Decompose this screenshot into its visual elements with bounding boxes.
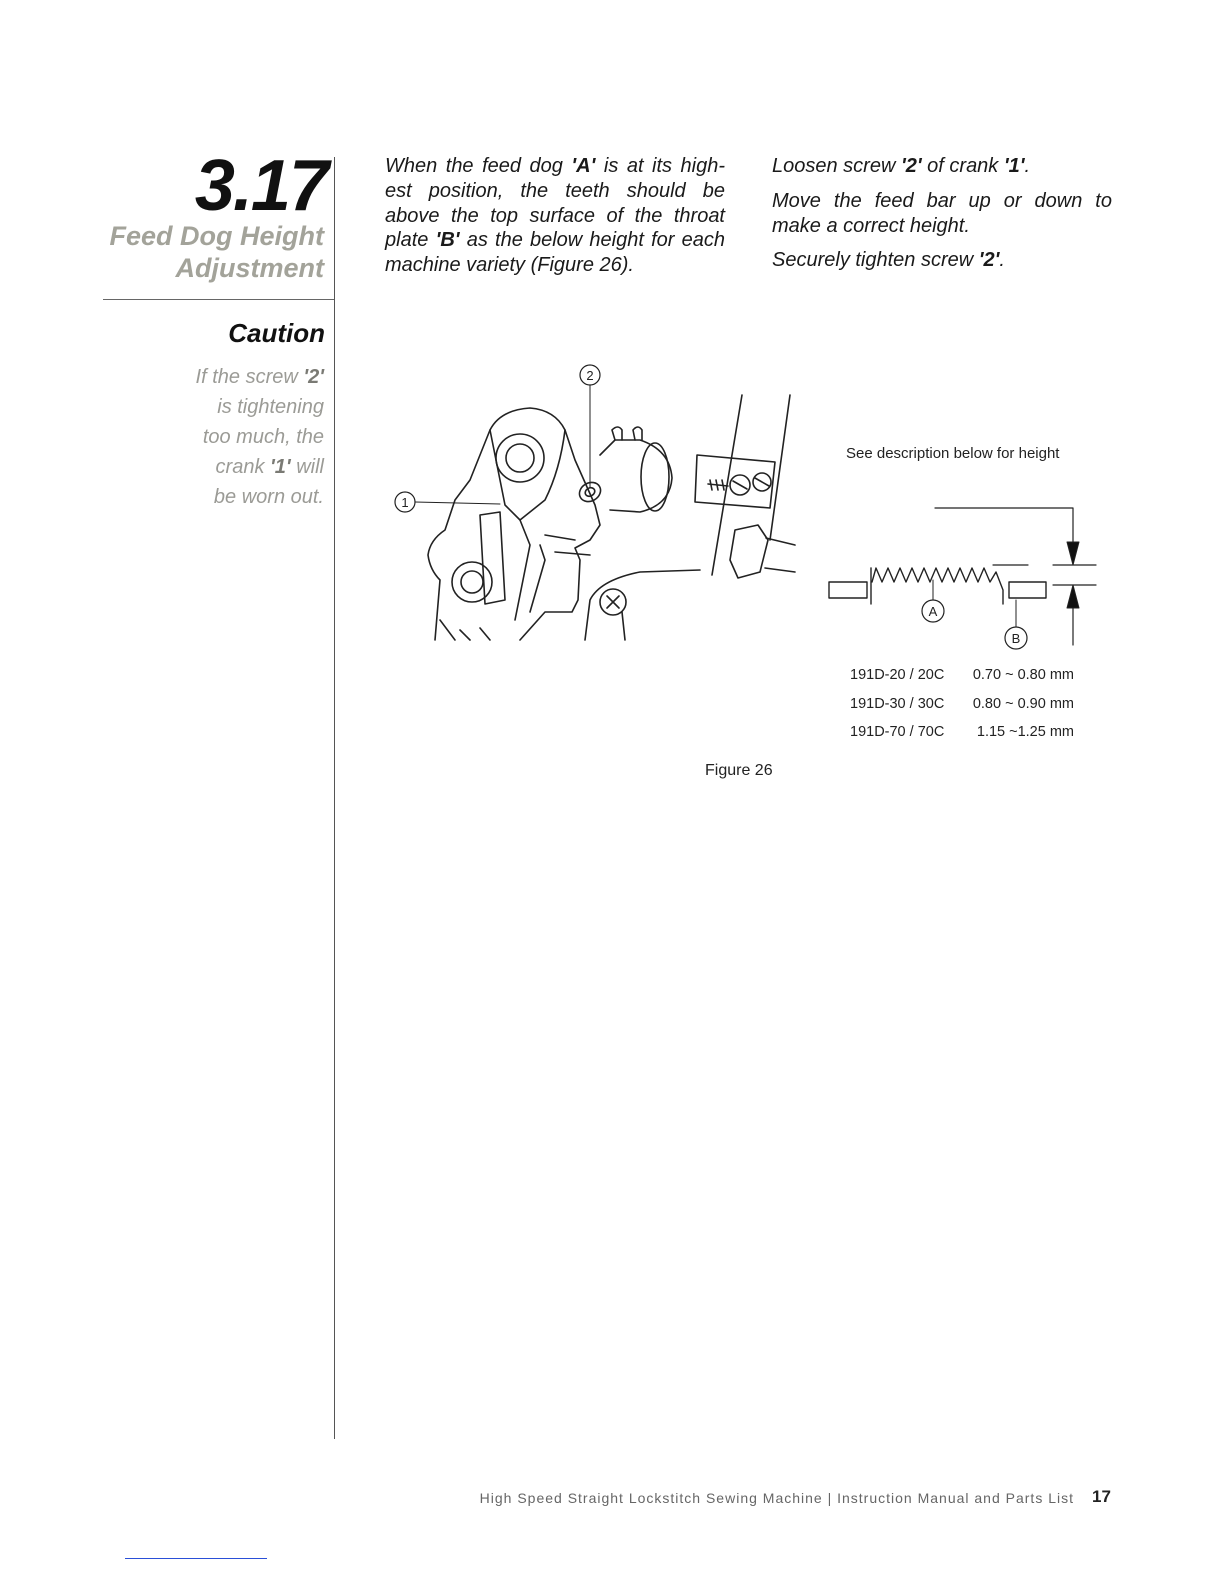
spec-value: 0.80 ~ 0.90 mm — [972, 695, 1074, 712]
callout-a-label: A — [928, 604, 938, 619]
feed-bar-illustration — [695, 395, 795, 578]
text-run: as the below height for each machine variety (Figure 26). — [385, 229, 725, 277]
crank-ref: '1' — [1003, 155, 1025, 177]
caution-text — [124, 362, 324, 512]
caution-text-part: If the screw — [195, 366, 304, 388]
page-number: 17 — [1092, 1487, 1111, 1506]
text-run: is at its high-est position, the teeth should be above the top surface of the throat plate — [385, 155, 725, 252]
screw-ref: '2' — [900, 155, 922, 177]
spec-value: 1.15 ~1.25 mm — [976, 724, 1074, 740]
screw-ref: '2' — [978, 249, 1000, 272]
spec-row — [850, 724, 1074, 753]
callout-1-label: 1 — [401, 495, 409, 510]
caution-text-part: crank — [215, 456, 271, 478]
callout-2-label: 2 — [586, 368, 594, 383]
spec-model: 191D-30 / 30C — [850, 695, 945, 712]
bottom-link-underline — [125, 1558, 267, 1559]
caution-screw-ref: '2' — [303, 366, 324, 388]
base-plate-illustration — [585, 570, 700, 640]
text-run: When the feed dog — [385, 155, 572, 177]
instruction-paragraph-1 — [385, 154, 725, 278]
column-divider — [334, 157, 335, 1439]
section-number: 3.17 — [194, 146, 327, 226]
height-schematic — [829, 508, 1096, 645]
text-run: Loosen screw — [772, 155, 901, 177]
callout-leaders — [415, 385, 590, 504]
height-note: See description below for height — [846, 445, 1060, 462]
caution-heading: Caution — [228, 318, 325, 348]
height-spec-table — [850, 667, 1074, 753]
crank-illustration — [428, 408, 600, 640]
feed-dog-ref: 'A' — [571, 155, 596, 177]
caution-text-part: too much, the — [202, 426, 324, 448]
shaft-illustration — [600, 427, 672, 512]
spec-model: 191D-20 / 20C — [850, 667, 945, 683]
section-title-line-1: Feed Dog Height — [109, 221, 324, 251]
callout-b-label: B — [1011, 631, 1021, 646]
caution-text-part: will — [290, 456, 324, 478]
text-run: of crank — [921, 155, 1004, 177]
section-divider — [103, 299, 335, 300]
throat-plate-ref: 'B' — [435, 229, 460, 252]
caution-text-part: be worn out. — [213, 486, 324, 508]
spec-model: 191D-70 / 70C — [850, 724, 945, 740]
spec-value: 0.70 ~ 0.80 mm — [972, 667, 1074, 683]
spec-row — [850, 696, 1074, 725]
section-title — [110, 220, 325, 284]
footer-text: High Speed Straight Lockstitch Sewing Machine | Instruction Manual and Parts List — [479, 1490, 1074, 1506]
text-run: Securely tighten screw — [772, 249, 979, 272]
section-title-line-2: Adjustment — [175, 253, 324, 283]
instruction-steps — [772, 154, 1112, 283]
step-loosen — [772, 154, 1112, 179]
step-tighten — [772, 248, 1112, 273]
caution-text-part: is tightening — [217, 396, 324, 418]
step-move: Move the feed bar up or down to make a correct height. — [772, 189, 1112, 237]
text-run: . — [999, 249, 1005, 272]
spec-row — [850, 667, 1074, 696]
caution-crank-ref: '1' — [270, 456, 291, 478]
figure-caption: Figure 26 — [705, 762, 773, 779]
text-run: . — [1024, 155, 1031, 177]
